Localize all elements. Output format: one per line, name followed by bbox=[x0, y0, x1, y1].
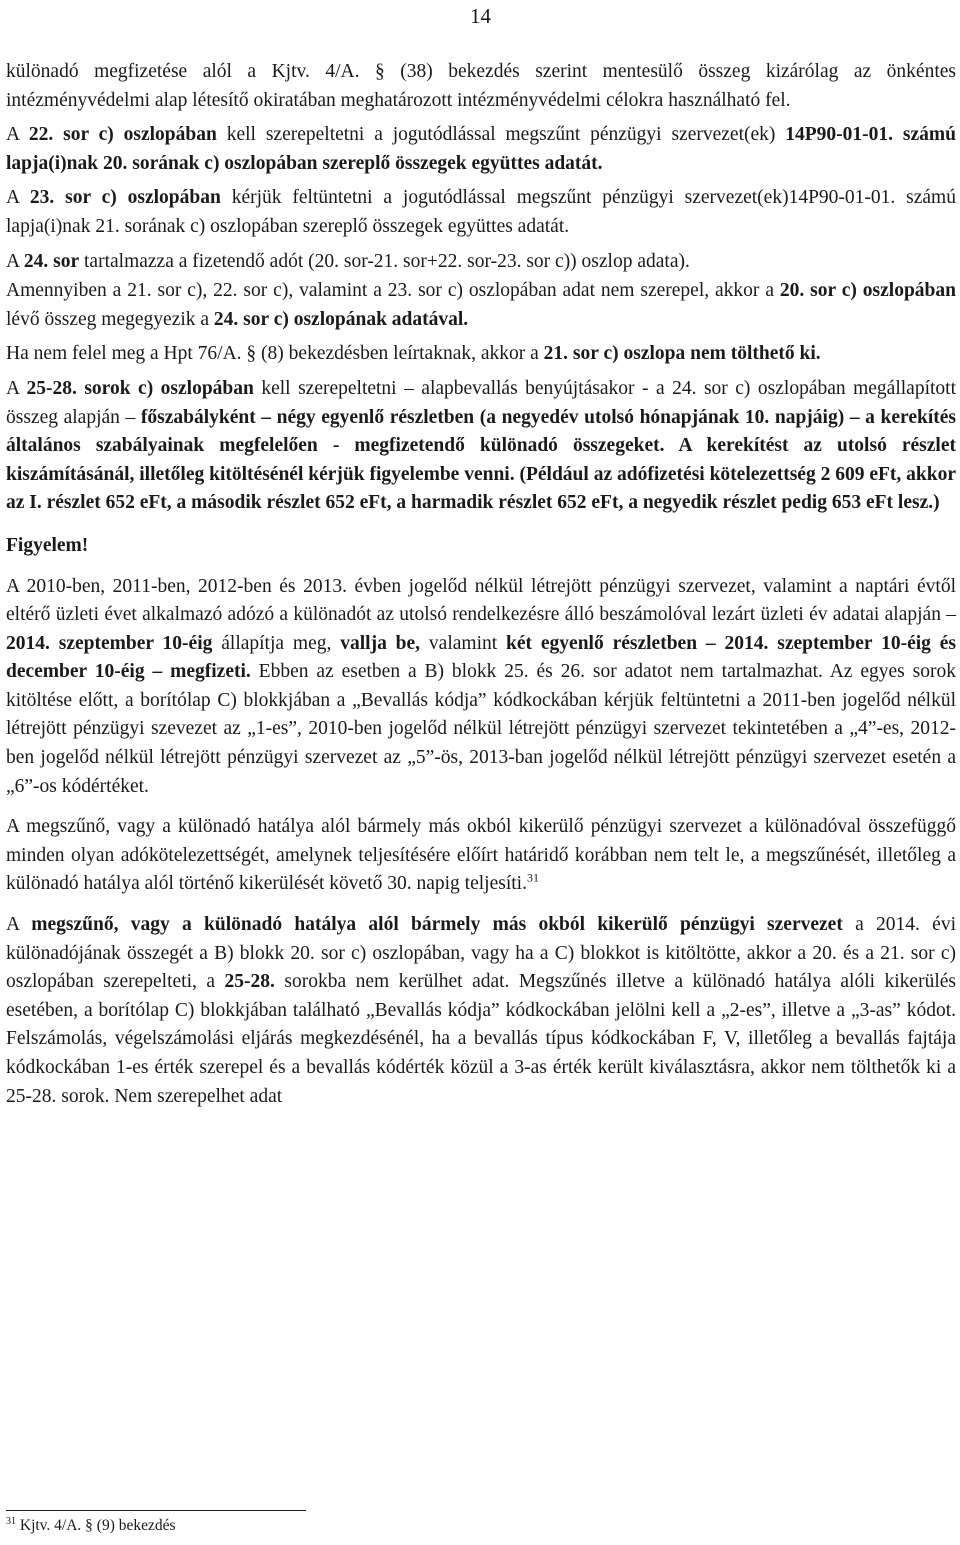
bold-run: két egyenlő részletben – 2014. szeptember 10-éig és december 10-éig – megfizeti. bbox=[6, 632, 956, 683]
footnote-reference: 31 bbox=[526, 870, 539, 885]
bold-run: főszabályként – négy egyenlő részletben (a negyedév utolsó hónapjának 10. napjáig) – a kerekítés általános szabályainak megfelelően - megfizetendő különadó összegeket. A kerekítést az utolsó részlet kiszámításánál, illetőleg kitöltésénél kérjük figyelembe venni. (Például az adófizetési kötelezettség 2 609 eFt, akkor az I. részlet 652 eFt, a második részlet 652 eFt, a harmadik részlet 652 eFt, a negyedik részlet pedig 653 eFt lesz.) bbox=[6, 406, 956, 514]
text-run: kell szerepeltetni a jogutódlással megszűnt pénzügyi szervezet(ek) bbox=[216, 124, 786, 146]
text-run: valamint bbox=[420, 632, 507, 654]
bold-run: 23. sor c) oszlopában bbox=[29, 187, 221, 209]
text-run: Ha nem felel meg a Hpt 76/A. § (8) bekezdésben leírtaknak, akkor a bbox=[6, 343, 544, 365]
footnote-mark: 31 bbox=[6, 1515, 16, 1527]
paragraph bbox=[6, 573, 956, 802]
bold-run: 22. sor c) oszlopában bbox=[28, 124, 217, 146]
text-run: tartalmazza a fizetendő adót (20. sor-21. sor+22. sor-23. sor c)) oszlop adata). bbox=[79, 250, 690, 272]
text-run: a 2014. évi különadójának összegét a B) blokk 20. sor c) oszlopában, vagy ha a C) blokkot is kitöltötte, akkor a 20. és a 21. sor c) oszlopában szerepelteti, a bbox=[6, 914, 956, 993]
bold-run: 25-28. sorok c) oszlopában bbox=[26, 377, 254, 399]
page-number: 14 bbox=[470, 4, 491, 28]
text-run: kérjük feltüntetni a jogutódlással megszűnt pénzügyi szervezet(ek)14P90-01-01. számú lapja(i)nak 21. sorának c) oszlopában szereplő összegek együttes adatát. bbox=[6, 187, 956, 237]
bold-run: 2014. szeptember 10-éig bbox=[6, 632, 213, 654]
paragraph bbox=[6, 248, 956, 277]
text-run: A bbox=[6, 914, 32, 936]
bold-run: vallja be, bbox=[340, 632, 421, 654]
text-run: Amennyiben a 21. sor c), 22. sor c), valamint a 23. sor c) oszlopában adat nem szerepel, akkor a bbox=[6, 280, 780, 302]
bold-run: Figyelem! bbox=[6, 534, 89, 556]
text-run: Ebben az esetben a B) blokk 25. és 26. sor adatot nem tartalmazhat. Az egyes sorok kitöltése előtt, a borítólap C) blokkjában a „Bevallás kódja” kódkockában kérjük feltüntetni a 2011-ben jogelőd nélkül létrejött pénzügyi szevezet az „1-es”, 2010-ben jogelőd nélkül létrejött pénzügyi szervezet tekintetében a „4”-es, 2012-ben jogelőd nélkül létrejött pénzügyi szervezet az „5”-ös, 2013-ban jogelőd nélkül létrejött pénzügyi szervezet esetén a „6”-os kódértéket. bbox=[6, 661, 956, 797]
bold-run: 14P90-01-01. számú lapja(i)nak 20. sorának c) oszlopában szereplő összegek együttes adatát. bbox=[6, 124, 956, 174]
bold-run: 24. sor bbox=[23, 250, 80, 272]
text-run: A bbox=[6, 250, 24, 272]
text-run: A bbox=[6, 187, 30, 209]
text-run: A bbox=[6, 124, 29, 146]
text-run: különadó megfizetése alól a Kjtv. 4/A. § (38) bekezdés szerint mentesülő összeg kizárólag az önkéntes intézményvédelmi alap létesítő okiratában meghatározott intézményvédelmi célokra használható fel. bbox=[6, 61, 956, 111]
text-run: A 2010-ben, 2011-ben, 2012-ben és 2013. évben jogelőd nélkül létrejött pénzügyi szervezet, valamint a naptári évtől eltérő üzleti évet alkalmazó adózó a különadót az utolsó rendelkezésre álló beszámolóval lezárt üzleti év adatai alapján – bbox=[6, 575, 956, 626]
paragraph-figyelem bbox=[6, 532, 956, 561]
bold-run: 24. sor c) oszlopának adatával. bbox=[213, 308, 469, 330]
text-run: A bbox=[6, 377, 27, 399]
footnote bbox=[6, 1516, 176, 1536]
bold-run: 21. sor c) oszlopa nem tölthető ki. bbox=[543, 343, 821, 365]
text-run: sorokba nem kerülhet adat. Megszűnés illetve a különadó hatálya alóli kikerülés esetében, a borítólap C) blokkjában található „Bevallás kódja” kódkockában jelölni kell a „2-es”, illetve a „3-as” kódot. Felszámolás, végelszámolási eljárás megkezdésénél, ha a bevallás típus kódkockában F, V, illetőleg a bevallás fajtája kódkockában 1-es érték szerepel és a bevallás kódérték közül a 3-as érték került kiválasztásra, akkor nem tölthetők ki a 25-28. sorok. Nem szerepelhet adat bbox=[6, 971, 956, 1107]
bold-run: 20. sor c) oszlopában bbox=[779, 280, 956, 302]
text-run: állapítja meg, bbox=[212, 632, 341, 654]
paragraph bbox=[6, 813, 956, 899]
document-body bbox=[6, 58, 956, 1117]
paragraph bbox=[6, 277, 956, 334]
text-run: kell szerepeltetni – alapbevallás benyújtásakor - a 24. sor c) oszlopában megállapított összeg alapján – bbox=[6, 377, 956, 428]
text-run: A megszűnő, vagy a különadó hatálya alól bármely más okból kikerülő pénzügyi szervezet a különadóval összefüggő minden olyan adókötelezettségét, amelynek teljesítésére előírt határidő korábban nem telt le, a megszűnését, illetőleg a különadó hatálya alól történő kikerülését követő 30. napig teljesíti. bbox=[6, 816, 956, 895]
paragraph bbox=[6, 58, 956, 115]
paragraph bbox=[6, 911, 956, 1111]
text-run: lévő összeg megegyezik a bbox=[6, 308, 214, 330]
footnote-separator bbox=[6, 1510, 306, 1511]
paragraph bbox=[6, 375, 956, 518]
paragraph bbox=[6, 184, 956, 241]
paragraph bbox=[6, 340, 956, 369]
footnote-text: Kjtv. 4/A. § (9) bekezdés bbox=[16, 1517, 176, 1534]
bold-run: megszűnő, vagy a különadó hatálya alól bármely más okból kikerülő pénzügyi szervezet bbox=[31, 914, 843, 936]
bold-run: 25-28. bbox=[224, 971, 275, 993]
paragraph bbox=[6, 121, 956, 178]
